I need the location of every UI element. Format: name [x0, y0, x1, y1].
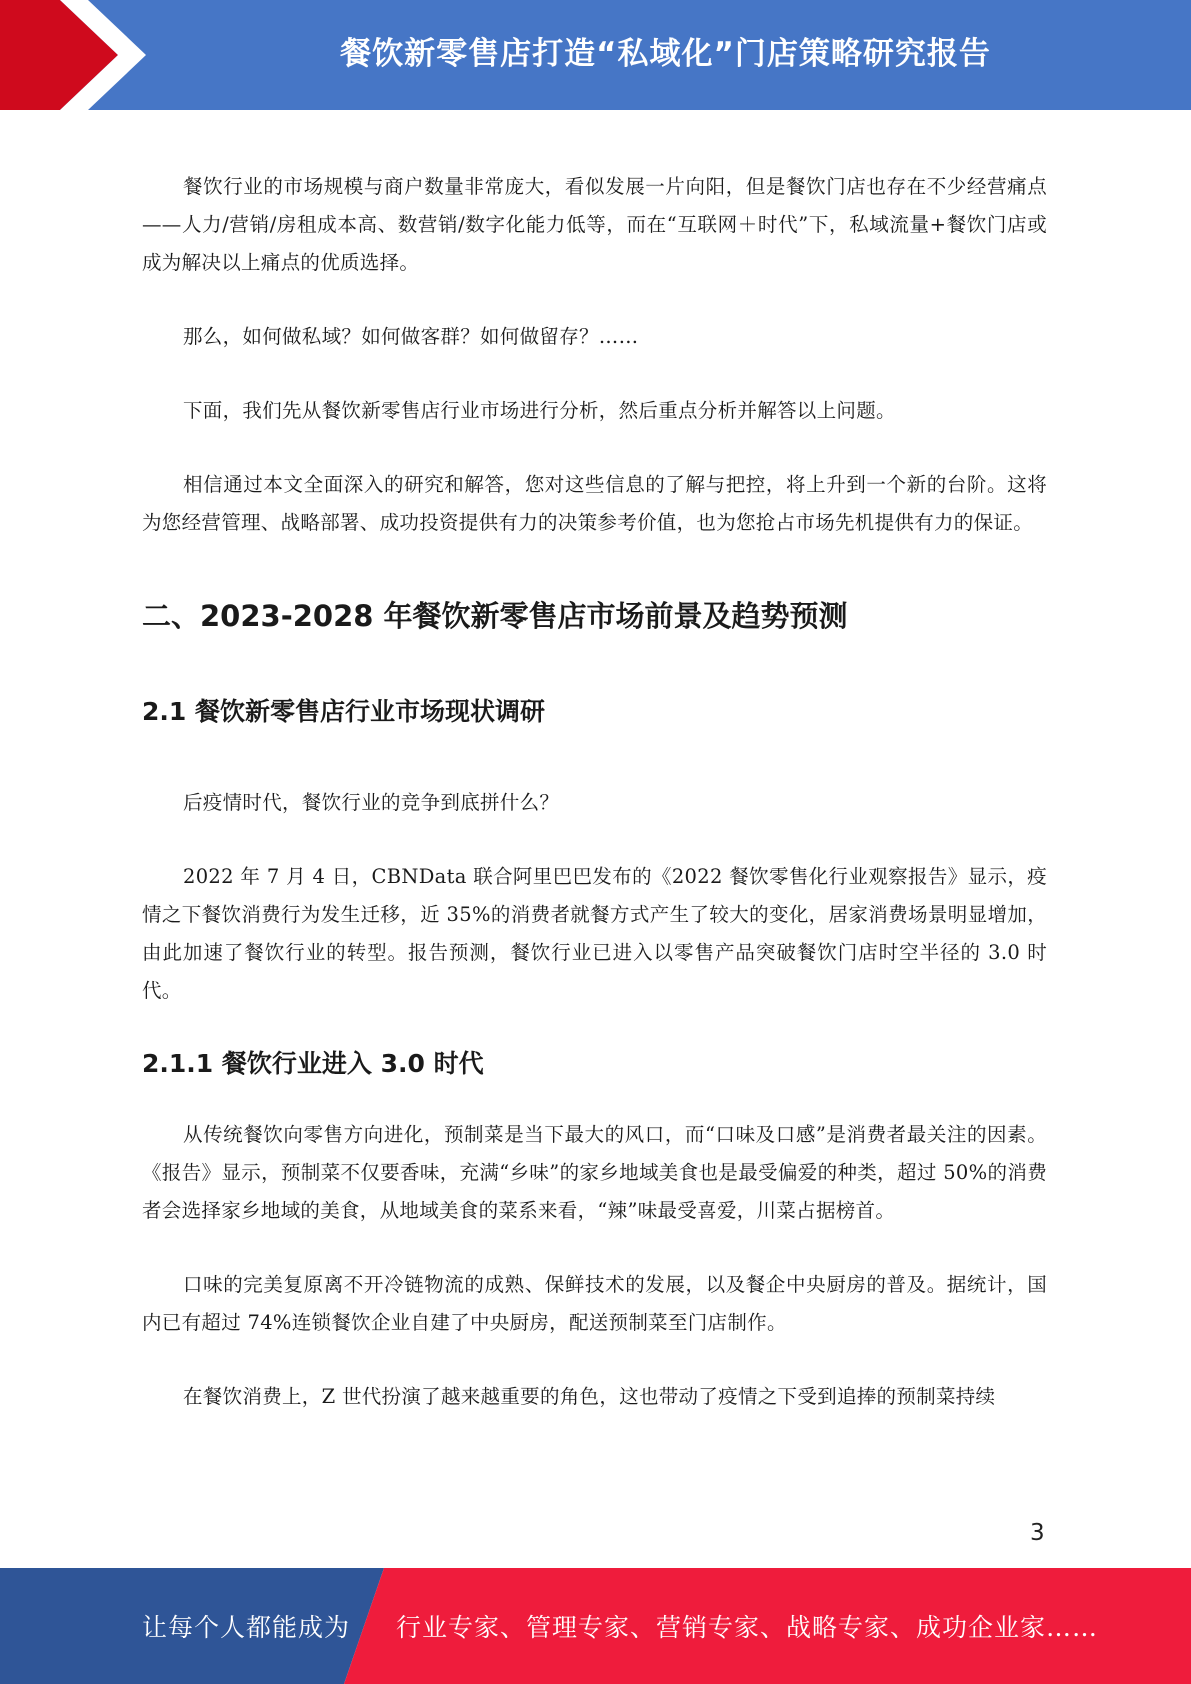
page-number: 3 [1030, 1520, 1045, 1546]
document-body [142, 168, 1047, 1452]
paragraph-intro: 餐饮行业的市场规模与商户数量非常庞大，看似发展一片向阳，但是餐饮门店也存在不少经营痛点——人力/营销/房租成本高、数营销/数字化能力低等，而在“互联网＋时代”下，私域流量+餐饮门店或成为解决以上痛点的优质选择。 [142, 175, 1047, 274]
paragraph-prepared-food: 从传统餐饮向零售方向进化，预制菜是当下最大的风口，而“口味及口感”是消费者最关注的因素。《报告》显示，预制菜不仅要香味，充满“乡味”的家乡地域美食也是最受偏爱的种类，超过 50%的消费者会选择家乡地域的美食，从地域美食的菜系来看，“辣”味最受喜爱，川菜占据榜首。 [142, 1123, 1047, 1222]
page-header [0, 0, 1191, 110]
footer-slogan-right: 行业专家、管理专家、营销专家、战略专家、成功企业家…… [396, 1613, 1099, 1642]
paragraph-value: 相信通过本文全面深入的研究和解答，您对这些信息的了解与把控，将上升到一个新的台阶。这将为您经营管理、战略部署、成功投资提供有力的决策参考价值，也为您抢占市场先机提供有力的保证。 [142, 473, 1047, 534]
section-heading-2-1: 2.1 餐饮新零售店行业市场现状调研 [142, 697, 545, 726]
paragraph-outline: 下面，我们先从餐饮新零售店行业市场进行分析，然后重点分析并解答以上问题。 [183, 399, 896, 422]
footer-slogan-left: 让每个人都能成为 [142, 1613, 351, 1642]
paragraph-questions: 那么，如何做私域？如何做客群？如何做留存？…… [183, 325, 639, 348]
section-heading-2: 二、2023-2028 年餐饮新零售店市场前景及趋势预测 [142, 599, 848, 633]
paragraph-post-pandemic: 后疫情时代，餐饮行业的竞争到底拼什么？ [183, 791, 560, 814]
report-title: 餐饮新零售店打造“私域化”门店策略研究报告 [340, 35, 991, 72]
section-heading-2-1-1: 2.1.1 餐饮行业进入 3.0 时代 [142, 1049, 484, 1078]
header-arrow-decoration [0, 0, 160, 110]
page-footer [0, 1568, 1191, 1684]
paragraph-report-findings: 2022 年 7 月 4 日，CBNData 联合阿里巴巴发布的《2022 餐饮零售化行业观察报告》显示，疫情之下餐饮消费行为发生迁移，近 35%的消费者就餐方式产生了较大的变化，居家消费场景明显增加，由此加速了餐饮行业的转型。报告预测，餐饮行业已进入以零售产品突破餐饮门店时空半径的 3.0 时代。 [142, 865, 1047, 1002]
paragraph-gen-z: 在餐饮消费上，Z 世代扮演了越来越重要的角色，这也带动了疫情之下受到追捧的预制菜持续 [183, 1385, 996, 1408]
paragraph-cold-chain: 口味的完美复原离不开冷链物流的成熟、保鲜技术的发展，以及餐企中央厨房的普及。据统计，国内已有超过 74%连锁餐饮企业自建了中央厨房，配送预制菜至门店制作。 [142, 1273, 1047, 1334]
